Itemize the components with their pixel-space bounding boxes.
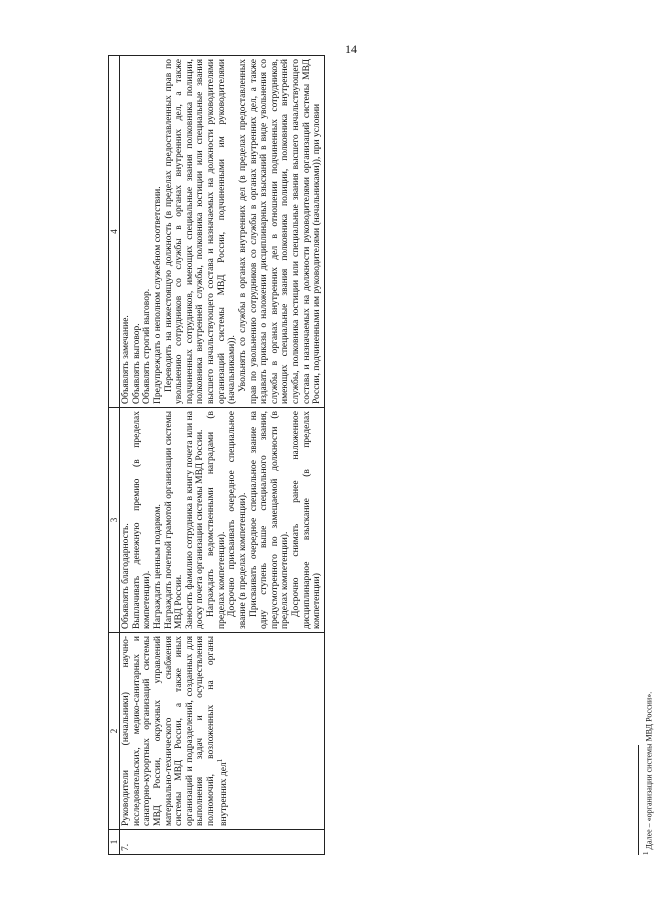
page-number: 14 (345, 42, 357, 56)
row-number: 7. (120, 830, 325, 855)
header-col-2: 2 (109, 633, 120, 830)
penalties-cell (120, 56, 325, 408)
incentive-item: Присваивать очередное специальное звание на одну ступень выше специального звания, предусмотренного по замещаемой должности (в пределах компетенции). (248, 411, 291, 629)
footnote (638, 295, 654, 855)
penalty-item: Переводить на нижестоящую должность (в пределах предоставленных прав по увольнению сотрудников со службы в органах внутренних дел, а также подчиненных сотрудников, имеющих специальные звания полковника полиции, полковника внутренней службы, полковника юстиции или специальные звания высшего начальствующего состава и назначаемых на должности руководителями организаций системы МВД России, подчиненными им руководителями (начальниками)). (163, 59, 238, 404)
position-cell (120, 633, 325, 830)
incentive-item: Выплачивать денежную премию (в пределах компетенции). (131, 411, 153, 629)
rotated-page-content (108, 55, 654, 855)
footnote-text: Далее – «организации системы МВД России». (644, 691, 654, 852)
incentive-item: Награждать ценным подарком. (152, 504, 163, 629)
header-col-3: 3 (109, 408, 120, 633)
position-text: Руководители (начальники) научно-исследовательских, медико-санитарных и санаторно-курортных организаций системы МВД России, окружных управлений материально-технического снабжения системы МВД России, а также иных организаций и подразделений, созданных для выполнения задач и осуществления полномочий, возложенных на органы внутренних дел (121, 636, 229, 826)
footnote-divider (638, 745, 639, 855)
penalty-item: Объявлять замечание. (121, 315, 132, 404)
table-header-row (109, 56, 120, 855)
incentives-table (108, 55, 325, 855)
incentive-item: Награждать почетной грамотой организации системы МВД России. (163, 411, 185, 629)
incentive-item: Досрочно присваивать очередное специальное звание (в пределах компетенции). (227, 411, 248, 629)
incentive-item: Объявлять благодарность. (121, 523, 132, 629)
penalty-item: Увольнять со службы в органах внутренних дел (в пределах предоставленных прав по увольнению сотрудников со службы в органах внутренних дел, а также издавать приказы о наложении дисциплинарных взысканий в виде увольнения со службы в органах внутренних дел в отношении подчиненных сотрудников, имеющих специальные звания полковника полиции, полковника внутренней службы, полковника юстиции или специальные звания высшего начальствующего состава и назначаемых на должности руководителями организаций системы МВД России, подчиненными им руководителями (начальниками)), при условии (237, 59, 323, 404)
incentive-item: Награждать ведомственными наградами (в пределах компетенции). (206, 411, 227, 629)
incentives-cell (120, 408, 325, 633)
table-row (120, 56, 325, 855)
header-col-1: 1 (109, 830, 120, 855)
footnote-mark: 1 (642, 851, 650, 855)
penalty-item: Объявлять строгий выговор. (142, 288, 153, 404)
incentive-item: Заносить фамилию сотрудника в книгу почета или на доску почета организации системы МВД России. (184, 411, 206, 629)
penalty-item: Предупреждать о неполном служебном соответствии. (152, 186, 163, 404)
header-col-4: 4 (109, 56, 120, 408)
penalty-item: Объявлять выговор. (131, 323, 142, 404)
footnote-ref: 1 (215, 758, 224, 763)
incentive-item: Досрочно снимать ранее наложенное дисциплинарное взыскание (в пределах компетенции) (291, 411, 323, 629)
